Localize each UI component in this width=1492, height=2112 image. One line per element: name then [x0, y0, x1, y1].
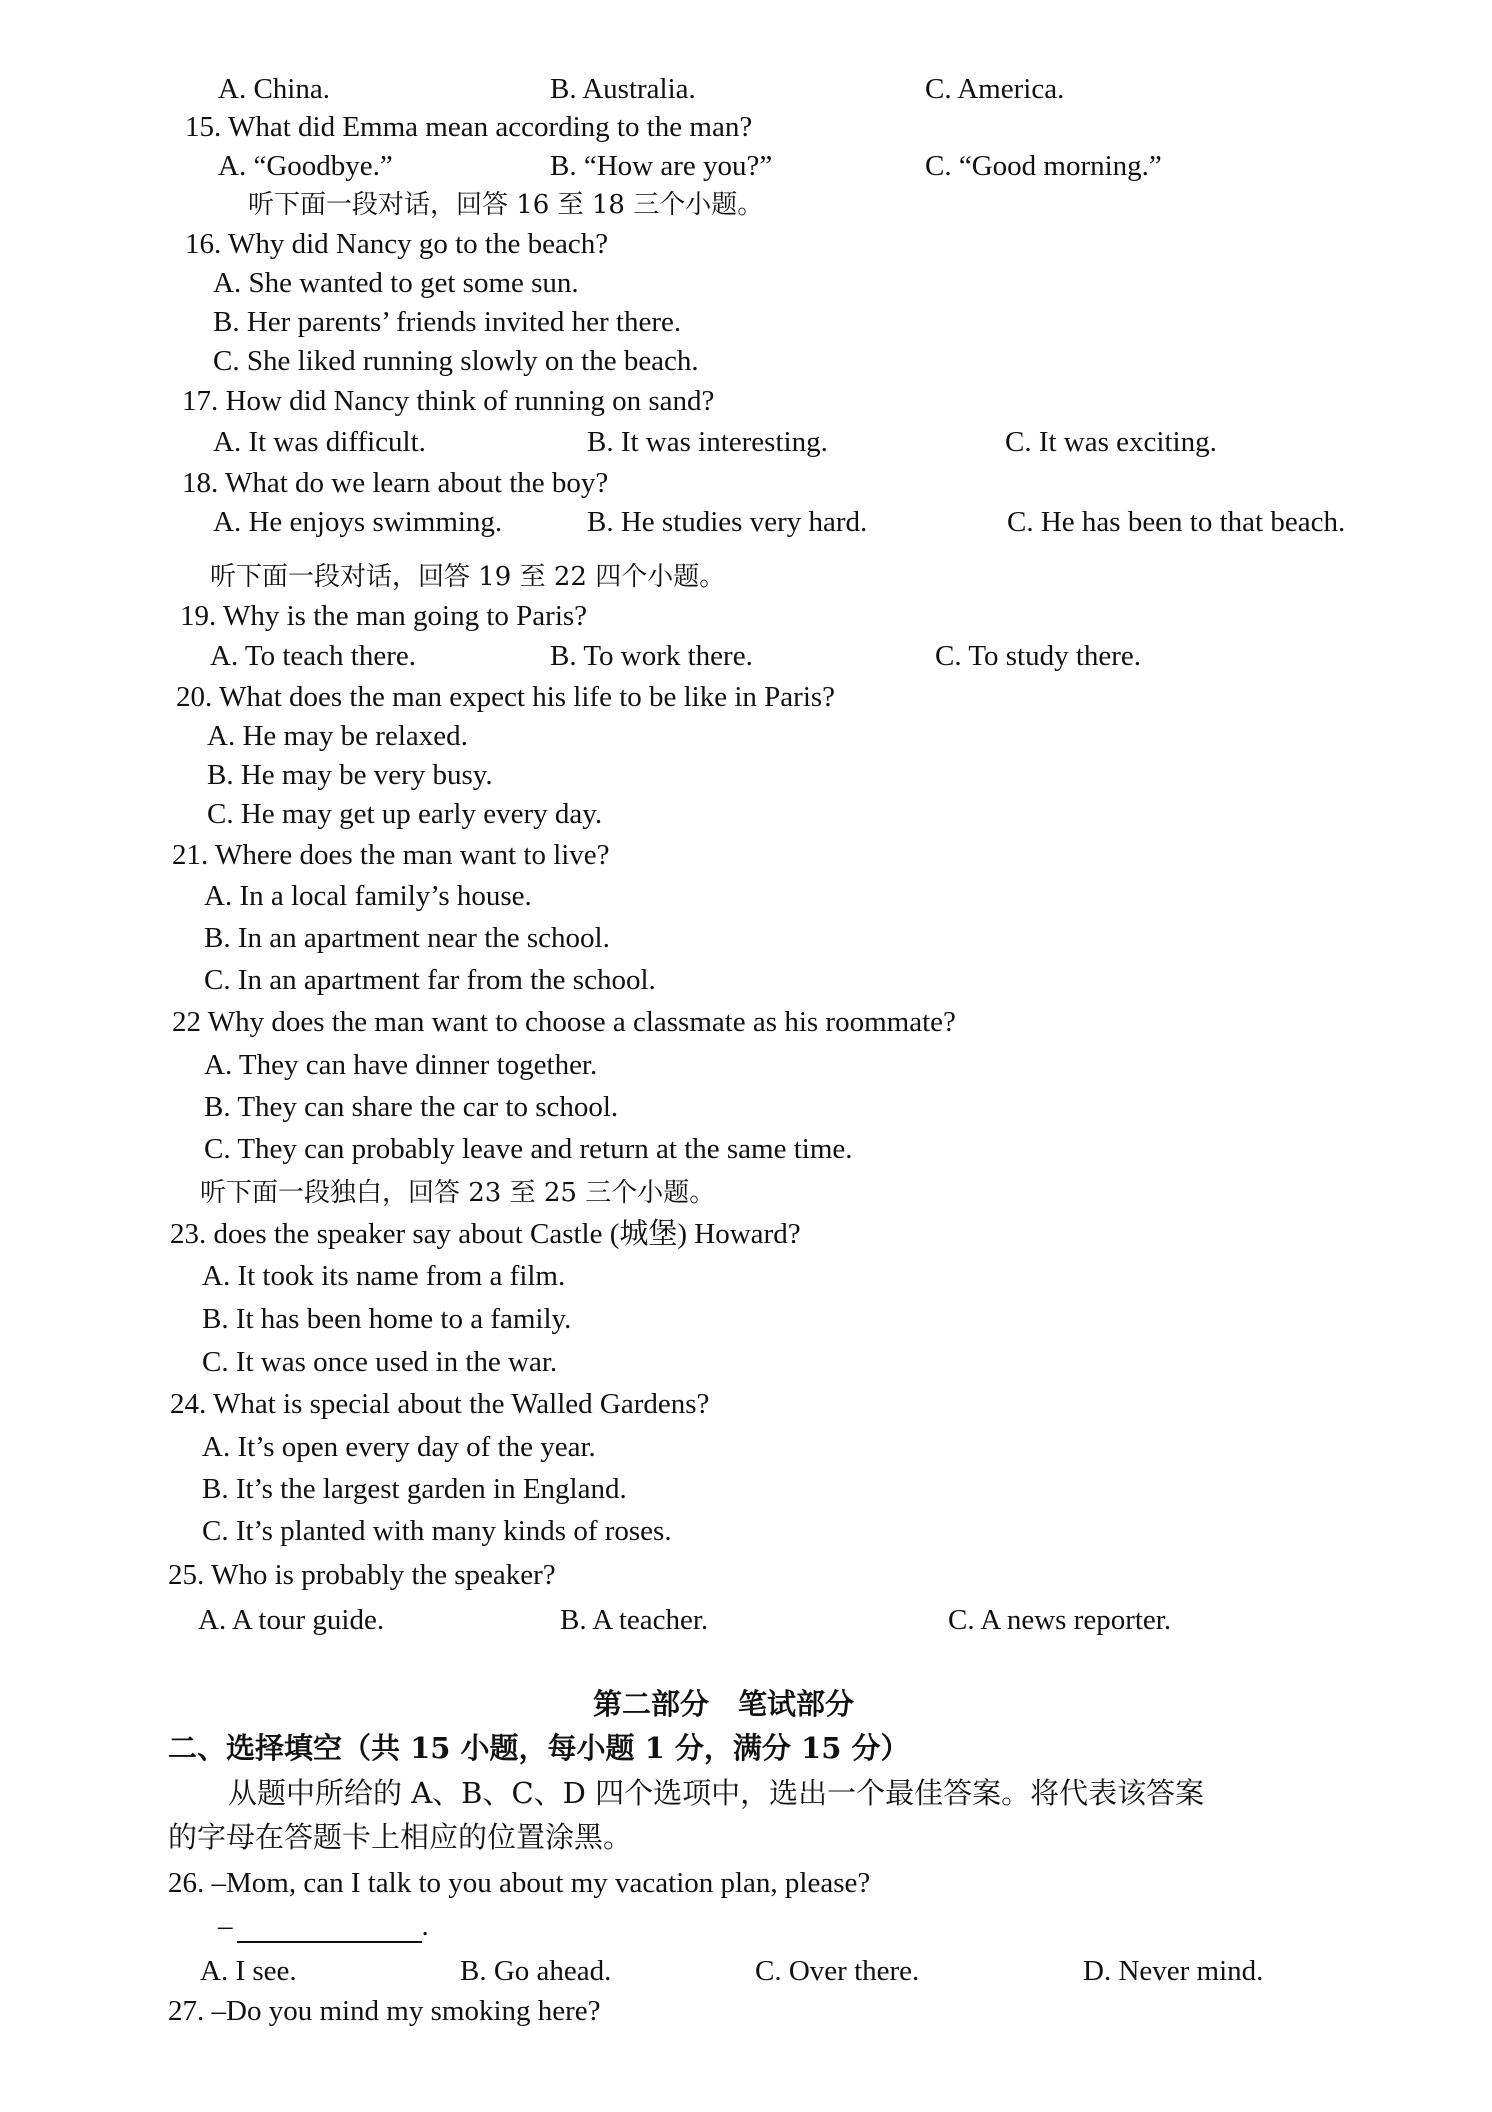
q16-option-a: A. She wanted to get some sun. — [213, 267, 579, 299]
instruction-19-22: 听下面一段对话，回答 19 至 22 四个小题。 — [210, 562, 726, 592]
q21-option-b: B. In an apartment near the school. — [204, 922, 610, 954]
q19-stem: 19. Why is the man going to Paris? — [180, 600, 588, 632]
q23-option-a: A. It took its name from a film. — [202, 1260, 566, 1292]
q26-answer-blank — [237, 1912, 422, 1943]
instruction-23-25: 听下面一段独白，回答 23 至 25 三个小题。 — [200, 1178, 716, 1208]
q26-reply — [218, 1912, 429, 1943]
q22-option-c: C. They can probably leave and return at the same time. — [204, 1133, 853, 1165]
q26-reply-dash: – — [218, 1910, 233, 1942]
q26-option-c: C. Over there. — [755, 1955, 920, 1987]
q20-stem: 20. What does the man expect his life to be like in Paris? — [176, 681, 836, 713]
q21-option-a: A. In a local family’s house. — [204, 880, 532, 912]
q20-option-b: B. He may be very busy. — [207, 759, 493, 791]
section-two-heading: 二、选择填空（共 15 小题，每小题 1 分，满分 15 分） — [168, 1731, 910, 1765]
q17-option-b: B. It was interesting. — [587, 426, 828, 458]
q15-stem: 15. What did Emma mean according to the man? — [185, 111, 753, 143]
q24-option-c: C. It’s planted with many kinds of roses. — [202, 1515, 672, 1547]
q19-option-a: A. To teach there. — [210, 640, 416, 672]
q14-option-c: C. America. — [925, 73, 1065, 105]
section-two-instruction-line2: 的字母在答题卡上相应的位置涂黑。 — [168, 1820, 633, 1854]
q24-option-a: A. It’s open every day of the year. — [202, 1431, 596, 1463]
q14-option-b: B. Australia. — [550, 73, 696, 105]
q16-option-b: B. Her parents’ friends invited her there. — [213, 306, 682, 338]
instruction-16-18: 听下面一段对话，回答 16 至 18 三个小题。 — [248, 190, 764, 220]
q25-option-b: B. A teacher. — [560, 1604, 709, 1636]
q23-stem: 23. does the speaker say about Castle (城堡) Howard? — [170, 1218, 801, 1250]
q17-option-a: A. It was difficult. — [213, 426, 426, 458]
q25-option-a: A. A tour guide. — [198, 1604, 385, 1636]
q17-stem: 17. How did Nancy think of running on sand? — [182, 385, 715, 417]
q21-stem: 21. Where does the man want to live? — [172, 839, 610, 871]
q19-option-b: B. To work there. — [550, 640, 753, 672]
q18-option-b: B. He studies very hard. — [587, 506, 868, 538]
q26-option-d: D. Never mind. — [1083, 1955, 1264, 1987]
q24-option-b: B. It’s the largest garden in England. — [202, 1473, 627, 1505]
q18-option-a: A. He enjoys swimming. — [213, 506, 503, 538]
q22-option-b: B. They can share the car to school. — [204, 1091, 619, 1123]
q15-option-a: A. “Goodbye.” — [218, 150, 393, 182]
q23-option-b: B. It has been home to a family. — [202, 1303, 572, 1335]
q19-option-c: C. To study there. — [935, 640, 1142, 672]
q14-option-a: A. China. — [218, 73, 330, 105]
q26-option-b: B. Go ahead. — [460, 1955, 612, 1987]
q25-option-c: C. A news reporter. — [948, 1604, 1172, 1636]
q26-stem: 26. –Mom, can I talk to you about my vacation plan, please? — [168, 1867, 871, 1899]
part-two-title: 第二部分 笔试部分 — [593, 1687, 855, 1721]
q22-stem: 22 Why does the man want to choose a classmate as his roommate? — [172, 1006, 956, 1038]
q15-option-b: B. “How are you?” — [550, 150, 773, 182]
q21-option-c: C. In an apartment far from the school. — [204, 964, 656, 996]
q23-option-c: C. It was once used in the war. — [202, 1346, 558, 1378]
q25-stem: 25. Who is probably the speaker? — [168, 1559, 556, 1591]
q18-stem: 18. What do we learn about the boy? — [182, 467, 609, 499]
q24-stem: 24. What is special about the Walled Gardens? — [170, 1388, 710, 1420]
q20-option-a: A. He may be relaxed. — [207, 720, 468, 752]
q16-option-c: C. She liked running slowly on the beach. — [213, 345, 699, 377]
q27-stem: 27. –Do you mind my smoking here? — [168, 1995, 601, 2027]
section-two-instruction-line1: 从题中所给的 A、B、C、D 四个选项中，选出一个最佳答案。将代表该答案 — [228, 1776, 1205, 1810]
q22-option-a: A. They can have dinner together. — [204, 1049, 598, 1081]
q17-option-c: C. It was exciting. — [1005, 426, 1217, 458]
q18-option-c: C. He has been to that beach. — [1007, 506, 1346, 538]
q26-reply-period: . — [421, 1910, 429, 1942]
q16-stem: 16. Why did Nancy go to the beach? — [185, 228, 609, 260]
q26-option-a: A. I see. — [200, 1955, 297, 1987]
q20-option-c: C. He may get up early every day. — [207, 798, 603, 830]
q15-option-c: C. “Good morning.” — [925, 150, 1162, 182]
